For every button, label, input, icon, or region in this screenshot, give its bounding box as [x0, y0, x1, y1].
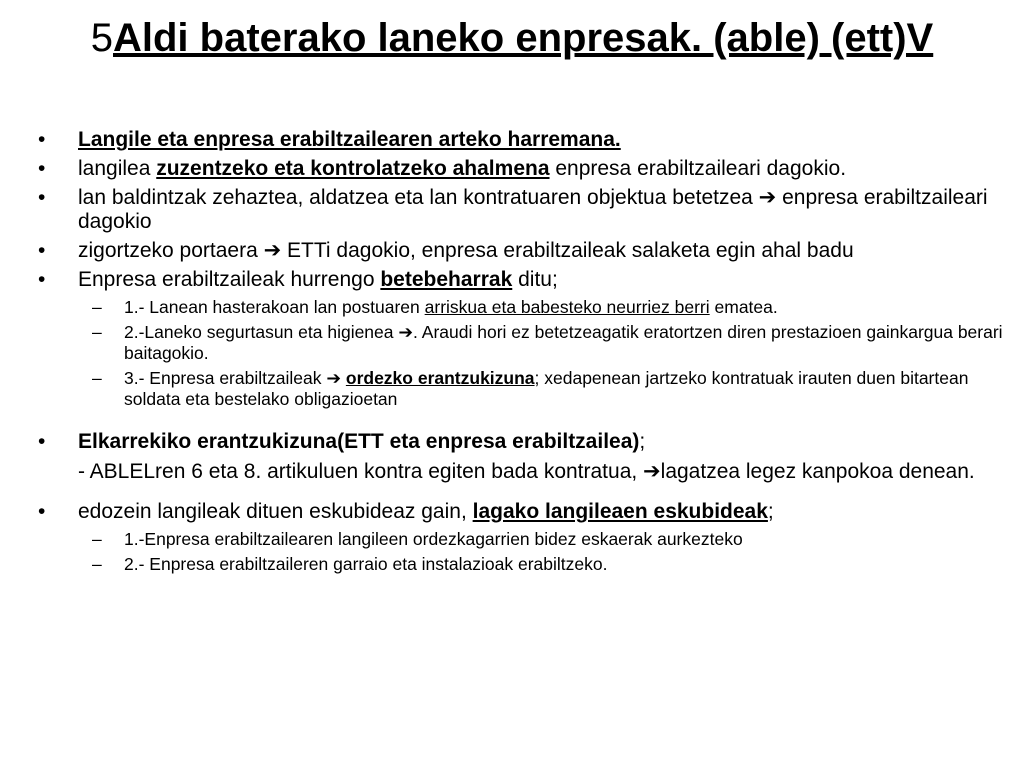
dash-marker: –	[92, 297, 102, 317]
item-text: 2.-Laneko segurtasun eta higienea	[124, 322, 399, 342]
list-item	[0, 157, 1024, 181]
item-emphasis: arriskua eta babesteko neurriez berri	[424, 297, 710, 317]
item-text: ematea.	[709, 297, 778, 317]
item-emphasis: ordezko erantzukizuna	[345, 368, 535, 388]
sub-list-item	[0, 529, 1024, 550]
item-text: Langile eta enpresa erabiltzailearen arteko harremana.	[78, 128, 621, 151]
item-text: lagatzea legez kanpokoa denean.	[660, 460, 975, 483]
item-text: - ABLELren 6 eta 8. artikuluen kontra egiten bada kontratua,	[78, 460, 644, 483]
bullet-marker: •	[38, 268, 46, 291]
title-main: Aldi baterako laneko enpresak. (able) (ett)V	[113, 16, 934, 60]
list-item	[0, 430, 1024, 454]
sub-list-item	[0, 368, 1024, 410]
item-text: 2.- Enpresa erabiltzaileren garraio eta instalazioak erabiltzeko.	[124, 554, 608, 574]
item-text: enpresa erabiltzaileari dagokio.	[549, 157, 847, 180]
sub-list-item	[0, 554, 1024, 575]
bullet-marker: •	[38, 500, 46, 523]
item-emphasis: Elkarrekiko erantzukizuna(ETT eta enpresa erabiltzailea)	[78, 430, 640, 453]
sub-list-item	[0, 297, 1024, 318]
dash-marker: –	[92, 368, 102, 388]
bullet-marker: •	[38, 128, 46, 151]
item-text: zigortzeko portaera	[78, 239, 264, 262]
slide-title	[60, 14, 964, 62]
item-emphasis: lagako langileaen eskubideak	[472, 500, 768, 523]
item-text: Enpresa erabiltzaileak hurrengo	[78, 268, 381, 291]
bullet-marker: •	[38, 186, 46, 209]
bullet-marker: •	[38, 157, 46, 180]
bullet-list	[0, 128, 1024, 579]
dash-marker: –	[92, 322, 102, 342]
arrow-right-icon: ➔	[643, 460, 661, 483]
item-text: enpresa erabiltzaileari dagokio	[78, 186, 988, 233]
item-text: ; xedapenean jartzeko kontratuak irauten duen bitartean soldata eta bestelako obligazioetan	[124, 368, 969, 409]
item-text: ;	[767, 500, 774, 523]
dash-marker: –	[92, 529, 102, 549]
title-prefix: 5	[90, 16, 113, 60]
list-item	[0, 128, 1024, 152]
item-text: ETTi dagokio, enpresa erabiltzaileak salaketa egin ahal badu	[281, 239, 854, 262]
item-text: . Araudi hori ez betetzeagatik eratortzen diren prestazioen gainkargua berari baitagokio.	[124, 322, 1003, 363]
item-emphasis: zuzentzeko eta kontrolatzeko ahalmena	[156, 157, 550, 180]
bullet-marker: •	[38, 430, 46, 453]
arrow-right-icon: ➔	[758, 186, 777, 209]
item-text: edozein langileak dituen eskubideaz gain,	[78, 500, 473, 523]
item-text: ;	[639, 430, 646, 453]
sub-list-item	[0, 322, 1024, 364]
list-item	[0, 268, 1024, 292]
continuation-text	[0, 459, 1024, 484]
list-item	[0, 500, 1024, 524]
item-text: ditu;	[512, 268, 558, 291]
item-text: 3.- Enpresa erabiltzaileak	[124, 368, 327, 388]
dash-marker: –	[92, 554, 102, 574]
list-item	[0, 239, 1024, 263]
item-text: 1.- Lanean hasterakoan lan postuaren	[124, 297, 425, 317]
bullet-marker: •	[38, 239, 46, 262]
item-text: 1.-Enpresa erabiltzailearen langileen ordezkagarrien bidez eskaerak aurkezteko	[124, 529, 743, 549]
item-text: langilea	[78, 157, 157, 180]
item-text: lan baldintzak zehaztea, aldatzea eta lan kontratuaren objektua betetzea	[78, 186, 759, 209]
list-item	[0, 186, 1024, 234]
item-emphasis: betebeharrak	[380, 268, 513, 291]
arrow-right-icon: ➔	[398, 322, 414, 342]
arrow-right-icon: ➔	[263, 239, 282, 262]
arrow-right-icon: ➔	[326, 368, 341, 388]
